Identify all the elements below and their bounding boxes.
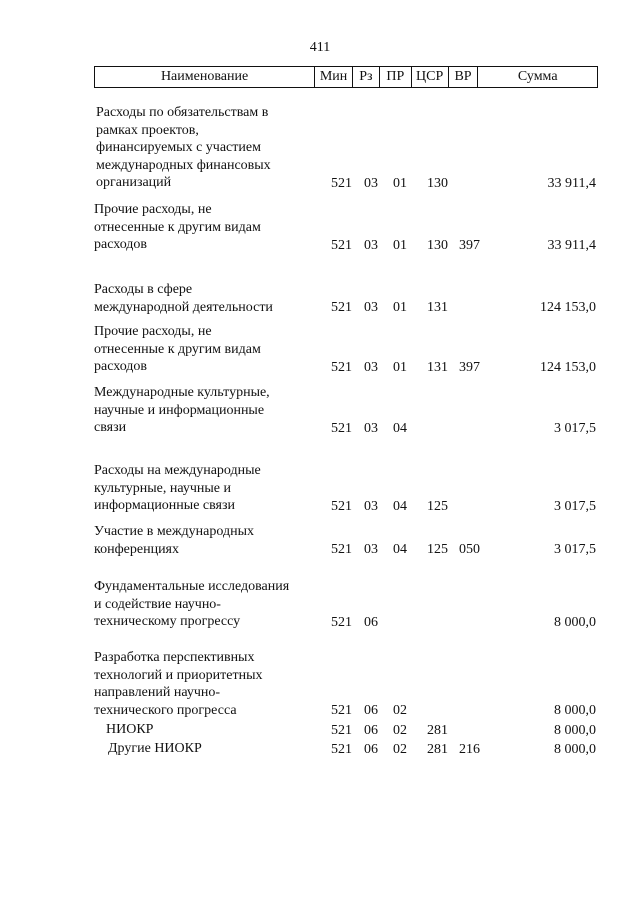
table-row [0,462,640,515]
table-row [0,201,640,254]
row-csr: 281 [427,722,448,738]
row-csr: 130 [427,237,448,253]
row-name: Расходы по обязательствам в рамках проектов, финансируемых с участием международных финансовых организаций [96,105,271,190]
row-csr: 131 [427,359,448,375]
row-name: Фундаментальные исследования и содействие научно- техническому прогрессу [94,579,290,629]
row-name: Участие в международных конференциях [94,524,255,557]
row-name: Прочие расходы, не отнесенные к другим видам расходов [94,324,261,374]
table-row [0,578,640,631]
table-row [0,721,640,739]
row-min: 521 [331,359,352,375]
row-rz: 03 [364,299,378,315]
row-vr: 050 [459,541,480,557]
row-rz: 03 [364,237,378,253]
row-pr: 02 [393,741,407,757]
row-name: Разработка перспективных технологий и приоритетных направлений научно- технического прогресса [94,650,263,718]
header-vr: ВР [448,67,478,87]
table-row [0,523,640,558]
row-pr: 01 [393,299,407,315]
row-rz: 03 [364,420,378,436]
row-pr: 01 [393,175,407,191]
row-vr: 216 [459,741,480,757]
row-name: Международные культурные, научные и информационные связи [94,385,270,435]
row-name: Расходы на международные культурные, научные и информационные связи [94,463,261,513]
row-pr: 02 [393,702,407,718]
row-name: Прочие расходы, не отнесенные к другим видам расходов [94,202,261,252]
row-rz: 06 [364,702,378,718]
row-pr: 04 [393,541,407,557]
row-pr: 04 [393,498,407,514]
row-sum: 124 153,0 [540,299,596,315]
row-rz: 03 [364,359,378,375]
row-pr: 01 [393,237,407,253]
row-min: 521 [331,614,352,630]
row-min: 521 [331,722,352,738]
header-min: Мин [314,67,352,87]
row-min: 521 [331,741,352,757]
row-min: 521 [331,498,352,514]
row-sum: 33 911,4 [547,237,596,253]
table-row [0,281,640,316]
row-min: 521 [331,702,352,718]
row-min: 521 [331,175,352,191]
row-rz: 03 [364,175,378,191]
header-csr: ЦСР [411,67,448,87]
header-sum: Сумма [477,67,597,87]
row-name: НИОКР [106,722,154,737]
row-rz: 06 [364,614,378,630]
row-pr: 04 [393,420,407,436]
row-sum: 33 911,4 [547,175,596,191]
row-vr: 397 [459,359,480,375]
row-pr: 02 [393,722,407,738]
table-row [0,740,640,758]
header-name: Наименование [160,69,249,84]
header-rz: Рз [352,67,379,87]
row-min: 521 [331,237,352,253]
row-vr: 397 [459,237,480,253]
row-rz: 06 [364,722,378,738]
table-row [0,323,640,376]
header-pr: ПР [379,67,411,87]
row-sum: 8 000,0 [554,702,596,718]
row-sum: 3 017,5 [554,498,596,514]
row-csr: 281 [427,741,448,757]
row-sum: 8 000,0 [554,722,596,738]
page-number: 411 [309,40,331,55]
row-sum: 8 000,0 [554,614,596,630]
row-name: Расходы в сфере международной деятельности [94,282,273,315]
row-min: 521 [331,541,352,557]
row-csr: 130 [427,175,448,191]
table-row [0,384,640,437]
row-csr: 131 [427,299,448,315]
row-sum: 124 153,0 [540,359,596,375]
row-csr: 125 [427,498,448,514]
row-rz: 03 [364,541,378,557]
row-sum: 3 017,5 [554,420,596,436]
row-sum: 8 000,0 [554,741,596,757]
row-name: Другие НИОКР [108,741,202,756]
row-min: 521 [331,299,352,315]
row-min: 521 [331,420,352,436]
row-pr: 01 [393,359,407,375]
row-rz: 03 [364,498,378,514]
row-sum: 3 017,5 [554,541,596,557]
row-rz: 06 [364,741,378,757]
table-row [0,104,640,192]
table-row [0,649,640,719]
row-csr: 125 [427,541,448,557]
